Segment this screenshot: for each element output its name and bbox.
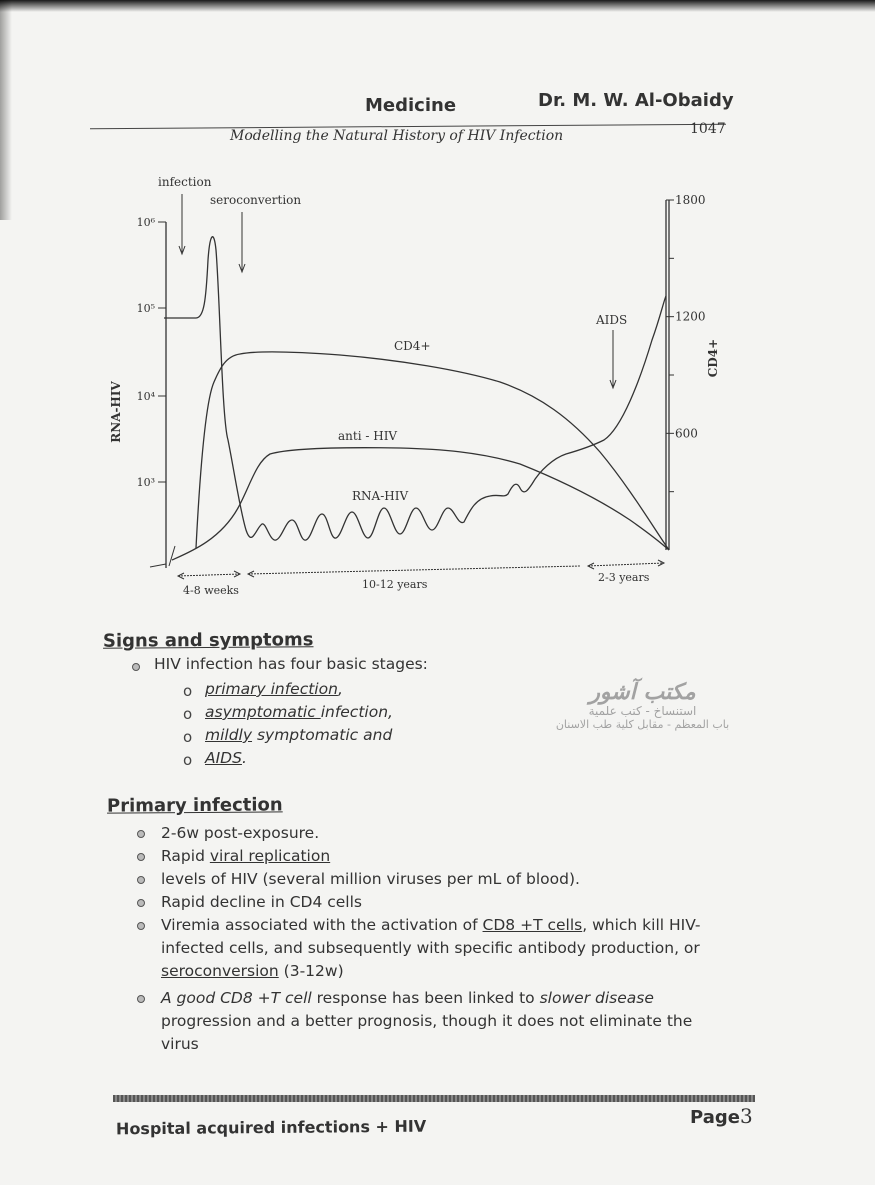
footer-page [690,1104,753,1128]
stamp-line-3: باب المعظم - مقابل كلية طب الاسنان [555,718,730,732]
series-label-rna-hiv: RNA-HIV [352,489,409,503]
primary-b6-l3: virus [161,1035,199,1053]
primary-item [137,891,757,914]
bullet-dot [137,830,145,838]
phase-arrowhead-years-left [248,571,254,577]
left-tick-label: 10⁶ [136,216,155,229]
series-label-anti-hiv: anti - HIV [338,429,398,443]
phase-arrowhead-weeks-right [234,571,240,577]
annotation-seroconvertion: seroconvertion [210,193,302,207]
stage-item [183,749,483,772]
baseline-tick [150,564,166,567]
figure-title: Modelling the Natural History of HIV Infection [230,128,564,144]
bullet-dot [137,899,145,907]
stage-3-link: mildly [205,726,253,744]
primary-b5-post: (3-12w) [278,962,344,980]
right-tick-label: 1800 [675,193,706,207]
stage-item [183,703,483,726]
stage-2-link: asymptomatic [205,703,321,721]
primary-b1: 2-6w post-exposure. [161,824,320,842]
bullet-dot [137,995,145,1003]
stage-3-rest: symptomatic and [252,726,393,744]
phase-arrowhead-aids-left [588,563,594,569]
cd4-series [196,352,669,550]
annotation-infection: infection [158,175,212,189]
left-axis-label: RNA-HIV [109,381,123,443]
primary-item [137,845,757,868]
primary-item [137,987,757,1056]
hiv-history-chart [0,160,875,610]
primary-b6-l1b: response has been linked to [311,989,540,1007]
footer-page-label: Page [690,1107,740,1128]
stage-item [183,726,483,749]
right-ticks [666,193,706,492]
primary-b5-link2: seroconversion [161,962,279,980]
stage-item [183,680,483,703]
stages-list [183,680,483,772]
stage-4-link: AIDS [205,749,242,767]
stage-2-rest: infection, [320,703,393,721]
primary-b6-l2: progression and a better prognosis, though it does not eliminate the [161,1012,693,1030]
phase-arrowhead-weeks-left [178,573,184,579]
library-stamp [520,680,765,732]
primary-b5-mid1: , which kill HIV- [582,916,701,934]
left-tick-label: 10³ [136,476,155,489]
right-axis-label: CD4+ [706,338,720,378]
right-tick-label: 1200 [675,309,706,324]
series-label-cd4: CD4+ [394,339,431,353]
section-heading-signs: Signs and symptoms [102,629,314,652]
stage-1-link: primary infection [205,680,338,698]
bullet-dot [137,876,145,884]
primary-bullets [137,822,757,1056]
primary-b6-l1a: A good CD8 +T cell [161,989,312,1007]
right-tick-label: 600 [675,426,698,441]
annotation-aids: AIDS [596,313,628,327]
phase-label-weeks: 4-8 weeks [183,584,239,597]
phase-arrow-weeks [178,574,240,576]
figure-source-page: 1047 [690,121,726,137]
section-heading-primary: Primary infection [106,794,283,817]
stamp-line-2: استنساخ - كتب علمية [588,704,697,719]
anti-hiv-series [172,448,669,560]
footer-title: Hospital acquired infections + HIV [115,1116,427,1139]
left-ticks [137,216,166,489]
rna-start-stroke [169,546,175,566]
phase-arrow-years [248,566,580,574]
circle-bullet: o [183,728,193,746]
primary-b5-mid2: infected cells, and subsequently with specific antibody production, or [161,939,700,957]
header-subject: Medicine [365,95,457,116]
primary-b6-l1c: slower disease [539,989,654,1007]
primary-b3: levels of HIV (several million viruses per mL of blood). [161,870,580,888]
stage-4-rest: . [241,749,247,767]
bullet-dot [137,853,145,861]
left-tick-label: 10⁵ [136,302,155,315]
scan-shadow-top [0,0,875,12]
header-author: Dr. M. W. Al-Obaidy [538,90,734,111]
bullet-dot [132,663,140,671]
rna-hiv-series [164,237,666,540]
stage-1-rest: , [337,680,343,698]
phase-arrow-aids [588,563,664,566]
primary-b2-pre: Rapid [161,847,210,865]
circle-bullet: o [183,705,193,723]
footer-page-number: 3 [739,1104,753,1128]
bullet-dot [137,922,145,930]
primary-b2-link: viral replication [209,847,331,865]
primary-item [137,914,757,983]
primary-item [137,822,757,845]
signs-intro: HIV infection has four basic stages: [154,655,428,673]
phase-label-aids: 2-3 years [598,571,650,584]
circle-bullet: o [183,682,193,700]
primary-b5-pre: Viremia associated with the activation of [161,916,483,934]
footer-rule [113,1095,755,1102]
primary-b4: Rapid decline in CD4 cells [161,893,362,911]
primary-b5-link: CD8 +T cells [482,916,583,934]
primary-item [137,868,757,891]
stamp-line-1: مكتب آشور [589,680,696,705]
left-tick-label: 10⁴ [136,390,155,403]
phase-label-years: 10-12 years [362,578,428,591]
circle-bullet: o [183,751,193,769]
